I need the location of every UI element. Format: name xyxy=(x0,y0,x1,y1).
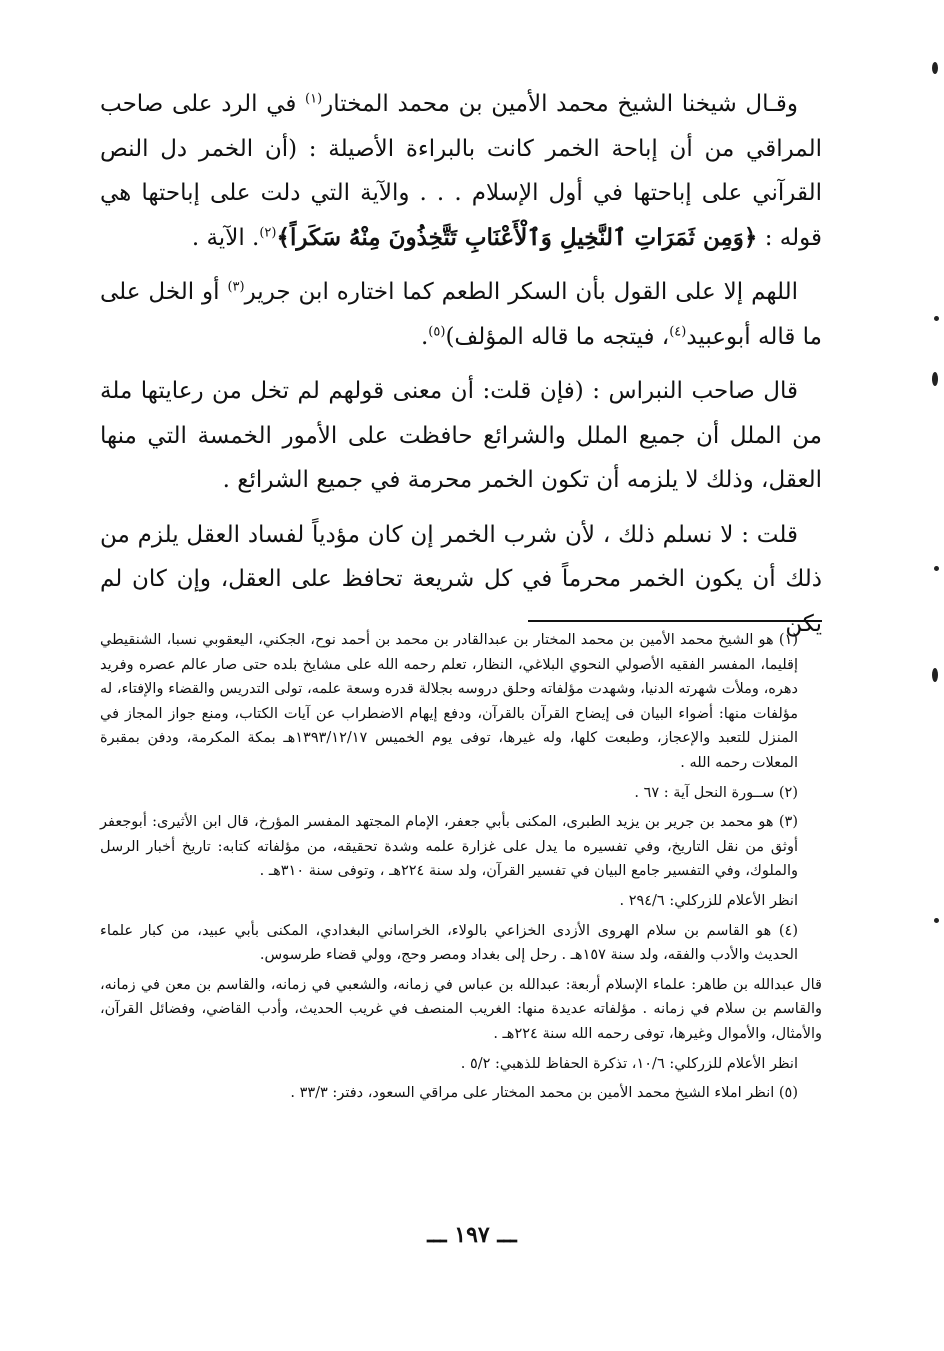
text-run: قلت : لا نسلم ذلك ، لأن شرب الخمر إن كان مؤدياً لفساد العقل يلزم من ذلك أن يكون الخمر محرماً في كل شريعة تحافظ على العقل، وإن كان لم يكن xyxy=(100,521,822,637)
footnote-ref-2[interactable]: (٢) xyxy=(259,224,277,240)
footnote-4: (٤) هو القاسم بن سلام الهروى الأزدى الخزاعي بالولاء، الخراساني البغدادي، المكنى بأبي عبيد، من كبار علماء الحديث والأدب والفقه، ولد سنة ١٥٧هـ . رحل إلى بغداد ومصر وحج، وولي قضاء طرسوس. xyxy=(100,922,798,964)
footnote-ref-3[interactable]: (٣) xyxy=(227,279,245,295)
text-run: . xyxy=(420,323,429,350)
scan-mark xyxy=(934,566,939,571)
footnote-5: (٥) انظر املاء الشيخ محمد الأمين بن محمد المختار على مراقي السعود، دفتر: ٣٣/٣ . xyxy=(290,1085,798,1102)
footnote-2: (٢) ســورة النحل آية : ٦٧ . xyxy=(634,784,798,801)
text-run: أو الخل على ما قاله أبوعبيد xyxy=(100,279,822,350)
quran-verse: ﴿وَمِن ثَمَرَاتِ ٱلنَّخِيلِ وَٱلْأَعْنَابِ تَتَّخِذُونَ مِنْهُ سَكَراً﴾ xyxy=(276,223,758,251)
scan-mark xyxy=(932,62,938,74)
text-run: في الرد على صاحب المراقي من أن إباحة الخمر كانت بالبراءة الأصيلة : (أن الخمر دل النص القرآني على إباحتها في أول الإسلام . . . والآية التي دلت على إباحتها هي قوله : xyxy=(100,91,822,251)
text-run: ، فيتجه ما قاله المؤلف) xyxy=(445,323,670,350)
text-run: اللهم إلا على القول بأن السكر الطعم كما اختاره ابن جرير xyxy=(244,279,799,305)
scan-mark xyxy=(932,668,938,682)
footnote-3-source: انظر الأعلام للزركلي: ٢٩٤/٦ . xyxy=(619,892,798,909)
text-run: وقـال شيخنا الشيخ محمد الأمين بن محمد المختار xyxy=(322,91,798,117)
footnotes xyxy=(100,628,822,1111)
footnote-ref-1[interactable]: (١) xyxy=(305,91,323,107)
paragraph xyxy=(100,82,822,260)
text-run: قال صاحب النبراس : (فإن قلت: أن معنى قولهم لم تخل من رعايتها ملة من الملل أن جميع الملل والشرائع حافظت على الأمور الخمسة التي منها العقل، وذلك لا يلزمه أن تكون الخمر محرمة في جميع الشرائع . xyxy=(100,378,822,493)
scan-mark xyxy=(934,316,939,321)
paragraph xyxy=(100,369,822,503)
page-number: ـــ ١٩٧ ـــ xyxy=(427,1222,517,1248)
paragraph xyxy=(100,513,822,647)
footnote-3: (٣) هو محمد بن جرير بن يزيد الطبرى، المكنى بأبي جعفر، الإمام المجتهد المفسر المؤرخ، قال ابن الأثيرى: أبوجعفر أوثق من نقل التاريخ، وفي تفسيره ما يدل على غزارة علمه وشدة تحقيقه، من مؤلفاته كتابه: تاريخ أخبار الرسل والملوك، وفي التفسير جامع البيان في تفسير القرآن، ولد سنة ٢٢٤هـ ، وتوفى سنة ٣١٠هـ . xyxy=(100,814,798,880)
footnote-ref-5[interactable]: (٥) xyxy=(428,323,446,339)
paragraph xyxy=(100,270,822,359)
footnote-4-source: انظر الأعلام للزركلي: ١٠/٦، تذكرة الحفاظ للذهبي: ٥/٢ . xyxy=(460,1055,798,1072)
footnote-ref-4[interactable]: (٤) xyxy=(669,323,687,339)
footnote-separator xyxy=(528,620,822,622)
scan-mark xyxy=(934,918,939,923)
main-text xyxy=(100,82,822,656)
text-run: . الآية . xyxy=(191,224,260,251)
scan-mark xyxy=(932,372,938,386)
footnote-4-continued: قال عبدالله بن طاهر: علماء الإسلام أربعة: عبدالله بن عباس في زمانه، والشعبي في زمانه، والقاسم بن معن في زمانه، والقاسم بن سلام في زمانه . مؤلفاته عديدة منها: الغريب المنصف في غريب الحديث، وأدب القاضي، وفضائل القرآن، والأمثال، والأموال وغيرها، توفى رحمه الله سنة ٢٢٤هـ . xyxy=(100,976,822,1042)
footnote-1: (١) هو الشيخ محمد الأمين بن محمد المختار بن عبدالقادر بن محمد بن أحمد نوح، الجكني، اليعقوبي نسبا، الشنقيطي إقليما، المفسر الفقيه الأصولي النحوي البلاغي، النظار، تعلم رحمه الله على مشايخ بلده حتى صار عالم عصره وفريد دهره، وملأت شهرته الدنيا، وشهدت مؤلفاته وحلق دروسه بجلالة قدره وسعة علمه، تولى التدريس والقضاء والإفتاء، له مؤلفات منها: أضواء البيان فى إيضاح القرآن بالقرآن، ودفع إيهام الاضطراب عن آيات الكتاب، ومنع جواز المجاز في المنزل للتعبد والإعجاز، وطبعت كلها، وله غيرها، توفى يوم الخميس ١٣٩٣/١٢/١٧هـ بمكة المكرمة، ودفن بمقبرة المعلات رحمه الله . xyxy=(100,632,799,771)
